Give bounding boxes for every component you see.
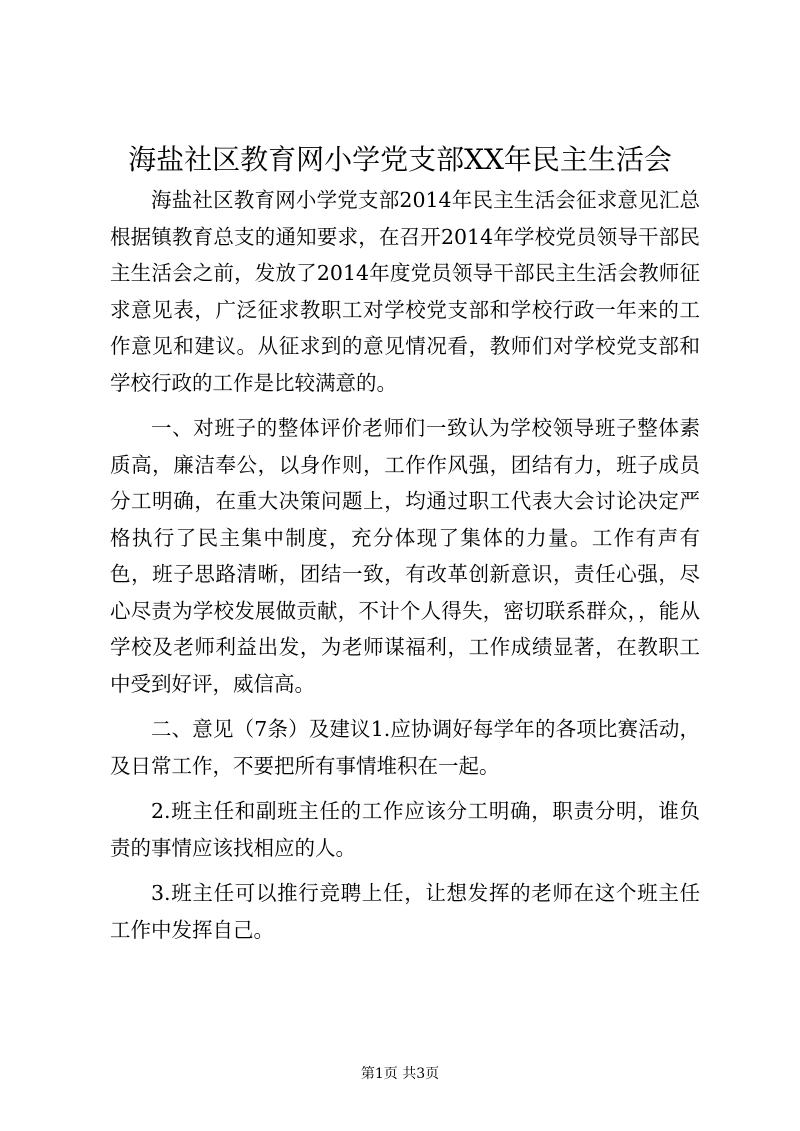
document-body: [110, 182, 700, 948]
document-title: 海盐社区教育网小学党支部XX年民主生活会: [128, 143, 672, 176]
page-number: 第1页 共3页: [360, 1066, 440, 1082]
paragraph-opinions: 二、意见（7条）及建议1.应协调好每学年的各项比赛活动，及日常工作，不要把所有事情堆积在一起。: [110, 717, 700, 778]
paragraph-evaluation: 一、对班子的整体评价老师们一致认为学校领导班子整体素质高，廉洁奉公，以身作则，工作作风强，团结有力，班子成员分工明确，在重大决策问题上，均通过职工代表大会讨论决定严格执行了民主集中制度，充分体现了集体的力量。工作有声有色，班子思路清晰，团结一致，有改革创新意识，责任心强，尽心尽责为学校发展做贡献，不计个人得失，密切联系群众，，能从学校及老师利益出发，为老师谋福利，工作成绩显著，在教职工中受到好评，威信高。: [110, 416, 700, 696]
paragraph-item-2: 2.班主任和副班主任的工作应该分工明确，职责分明，谁负责的事情应该找相应的人。: [110, 799, 700, 860]
paragraph-item-3: 3.班主任可以推行竞聘上任，让想发挥的老师在这个班主任工作中发挥自己。: [110, 881, 700, 942]
paragraph-intro: 海盐社区教育网小学党支部2014年民主生活会征求意见汇总根据镇教育总支的通知要求，在召开2014年学校党员领导干部民主生活会之前，发放了2014年度党员领导干部民主生活会教师征求意见表，广泛征求教职工对学校党支部和学校行政一年来的工作意见和建议。从征求到的意见情况看，教师们对学校党支部和学校行政的工作是比较满意的。: [110, 188, 700, 395]
